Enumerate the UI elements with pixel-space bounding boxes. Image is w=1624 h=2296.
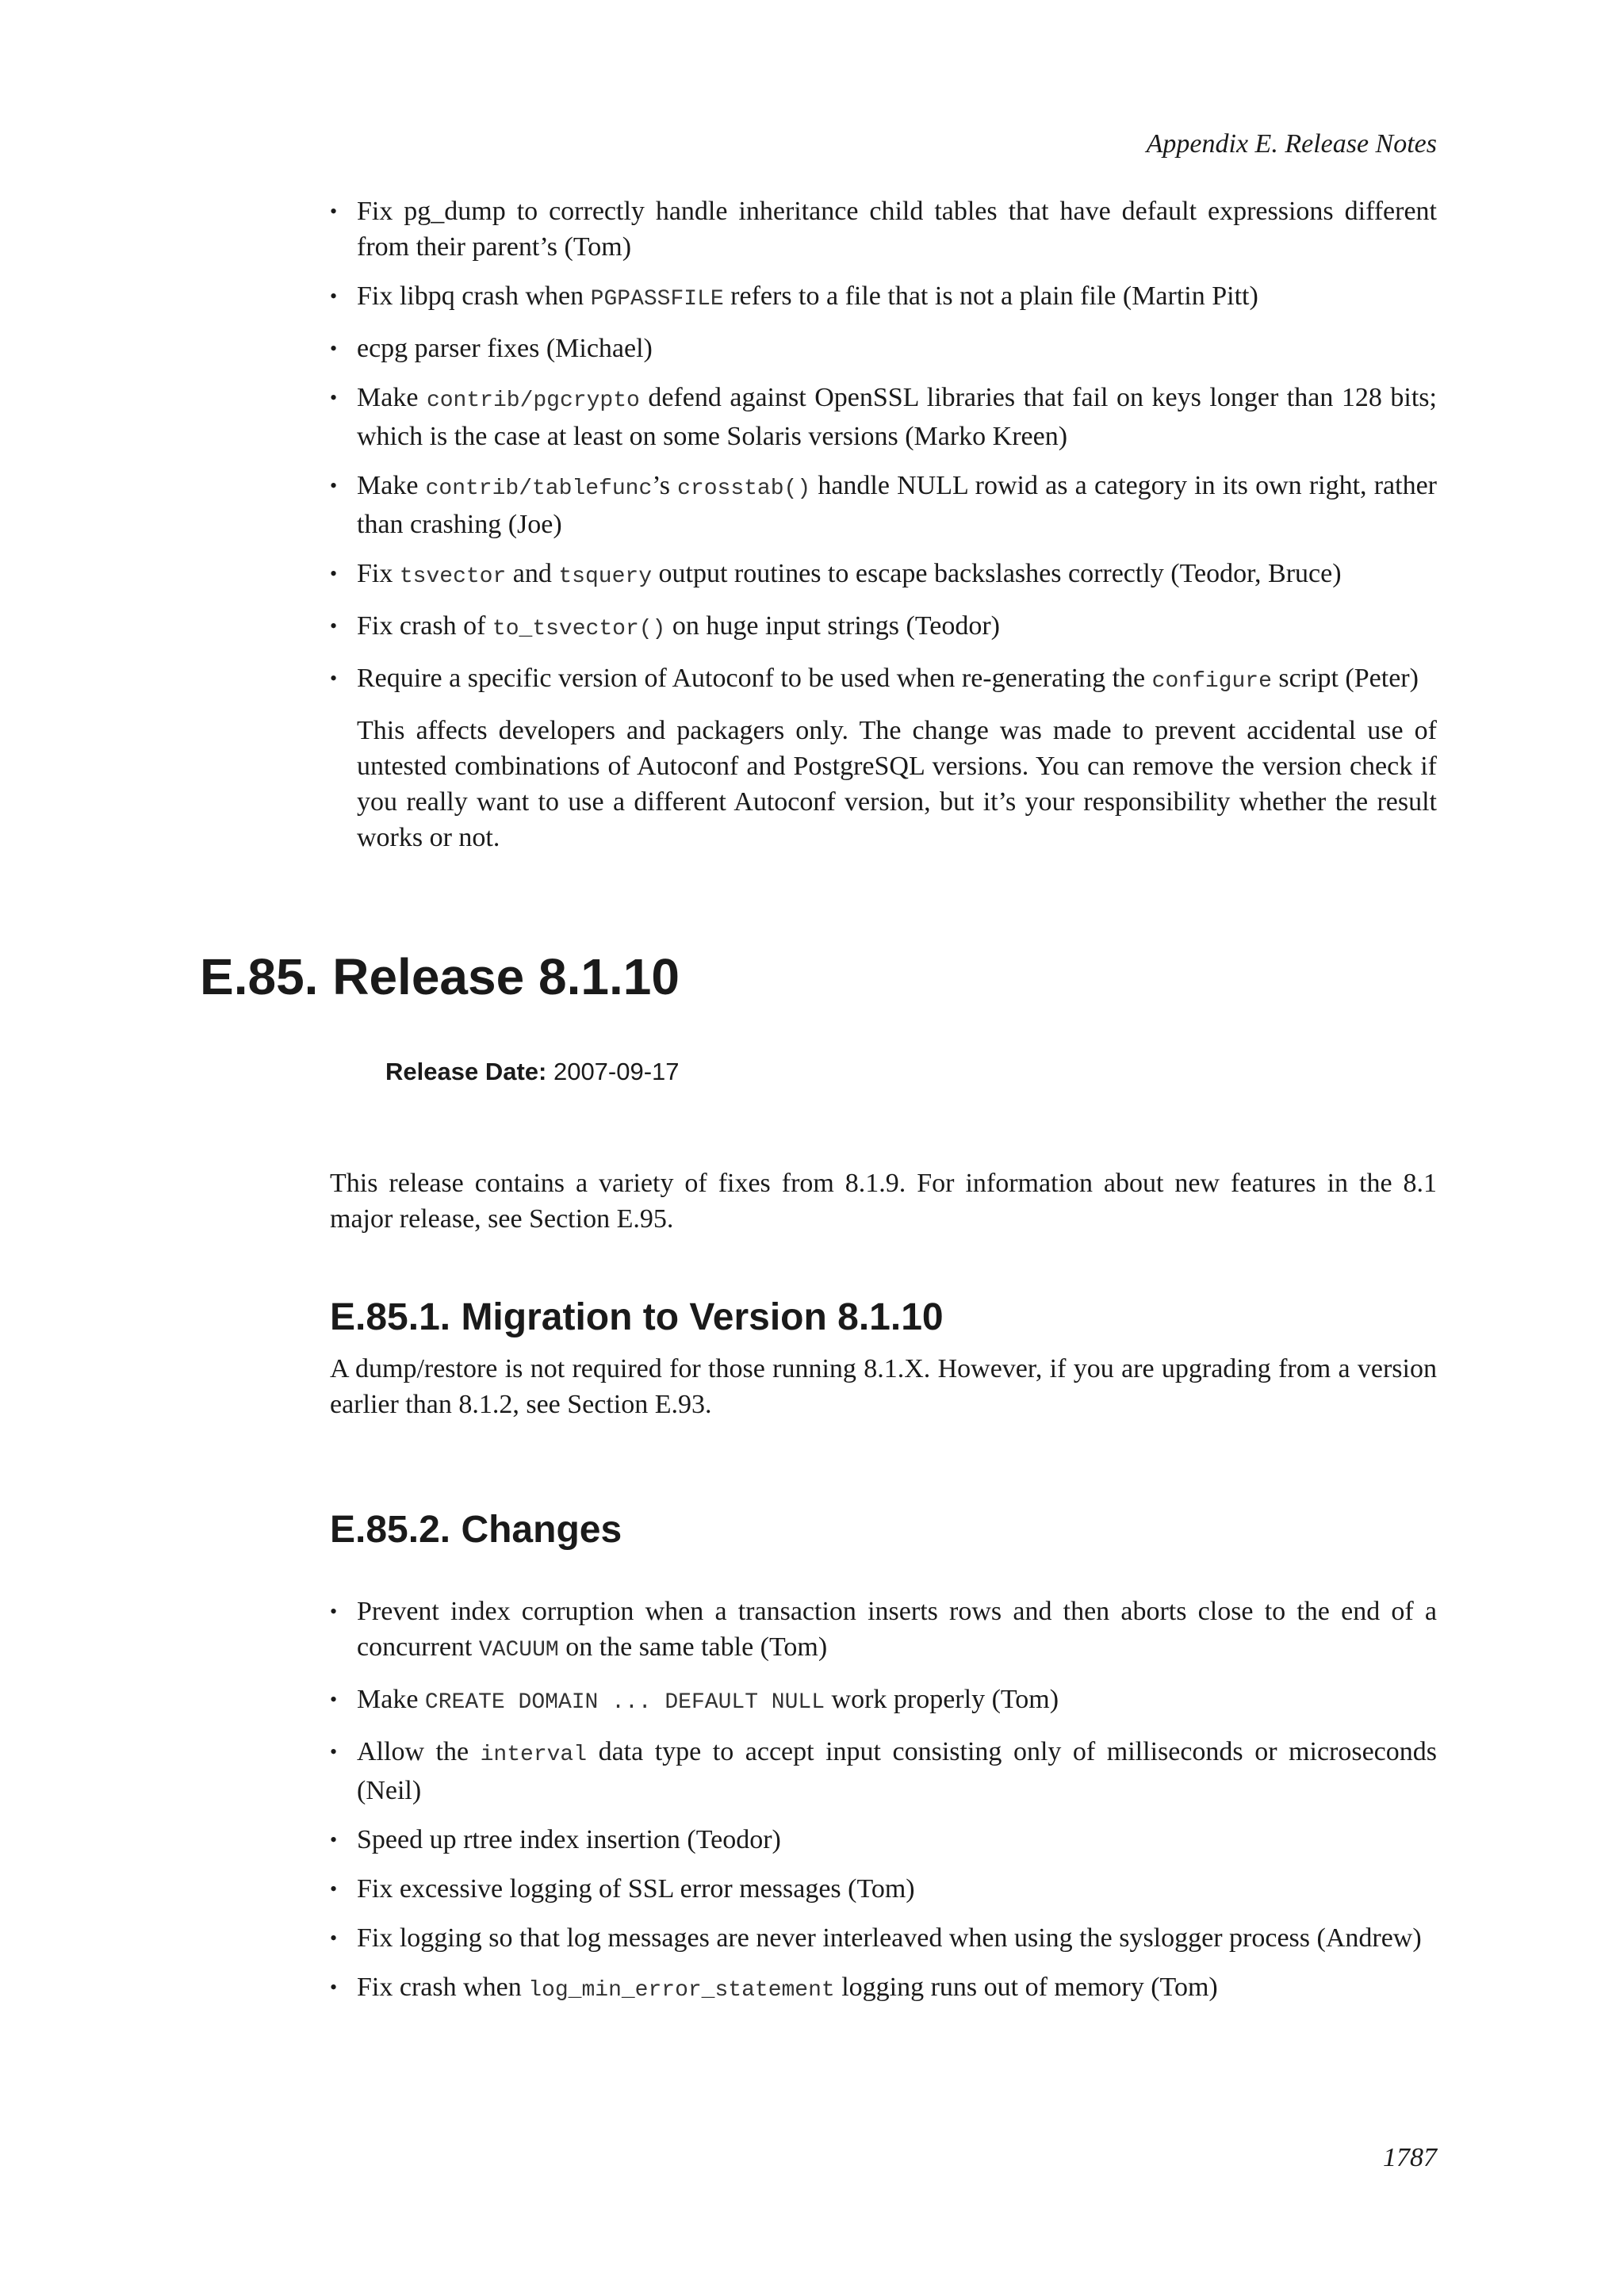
item-text: on huge input strings (Teodor) — [665, 611, 1000, 641]
list-item — [330, 468, 1437, 542]
list-item — [330, 1734, 1437, 1808]
item-text: script (Peter) — [1271, 664, 1419, 693]
item-text: Fix crash when — [357, 1973, 529, 2002]
list-item — [330, 193, 1437, 265]
list-item — [330, 1594, 1437, 1668]
list-item — [330, 1871, 1437, 1907]
running-header: Appendix E. Release Notes — [1146, 129, 1437, 159]
top-bullet-list — [330, 193, 1437, 699]
section-title: E.85. Release 8.1.10 — [200, 948, 680, 1005]
list-item — [330, 380, 1437, 454]
item-text: Prevent index corruption when a transaction inserts rows and then aborts close to the end of a concurrent — [357, 1597, 1437, 1662]
item-text: on the same table (Tom) — [558, 1632, 828, 1662]
item-text: work properly (Tom) — [825, 1685, 1059, 1714]
list-item — [330, 556, 1437, 595]
item-text: ecpg parser fixes (Michael) — [357, 334, 653, 363]
item-text: defend against OpenSSL libraries that fail on keys longer than 128 bits; which is the case at least on some Solaris versions (Marko Kreen) — [357, 383, 1437, 451]
item-text: Allow the — [357, 1737, 481, 1766]
code-literal: tsvector — [399, 564, 507, 589]
code-literal: VACUUM — [478, 1638, 559, 1663]
item-text: output routines to escape backslashes correctly (Teodor, Bruce) — [652, 559, 1342, 588]
changes-title: E.85.2. Changes — [330, 1509, 622, 1551]
item-text: Make — [357, 471, 426, 500]
item-text: handle NULL rowid as a category in its own right, rather than crashing (Joe) — [357, 471, 1437, 539]
item-text: ’s — [652, 471, 678, 500]
autoconf-note: This affects developers and packagers only. The change was made to prevent accidental use of untested combinations of Autoconf and PostgreSQL versions. You can remove the version check if you really want to use a different Autoconf version, but it’s your responsibility whether the result works or not. — [357, 716, 1437, 852]
code-literal: PGPASSFILE — [590, 287, 724, 312]
list-item — [330, 1822, 1437, 1858]
code-literal: to_tsvector() — [492, 617, 666, 641]
code-literal: CREATE DOMAIN ... DEFAULT NULL — [424, 1690, 825, 1715]
changes-bullet-list — [330, 1594, 1437, 2008]
migration-paragraph: A dump/restore is not required for those running 8.1.X. However, if you are upgrading from a version earlier than 8.1.2, see Section E.93. — [330, 1354, 1437, 1419]
list-item — [330, 1969, 1437, 2008]
page-number: 1787 — [1383, 2143, 1437, 2172]
item-text: Fix — [357, 559, 400, 588]
item-text: logging runs out of memory (Tom) — [834, 1973, 1218, 2002]
code-literal: contrib/tablefunc — [425, 476, 653, 501]
migration-title: E.85.1. Migration to Version 8.1.10 — [330, 1296, 944, 1338]
release-date-label: Release Date: — [385, 1058, 547, 1085]
item-text: Fix logging so that log messages are never interleaved when using the syslogger process (Andrew) — [357, 1923, 1422, 1953]
changes-section — [330, 1506, 1437, 2022]
item-text: Fix libpq crash when — [357, 281, 591, 311]
list-item — [330, 1920, 1437, 1956]
code-literal: contrib/pgcrypto — [426, 388, 640, 413]
item-text: Fix pg_dump to correctly handle inheritance child tables that have default expressions different from their parent’s (Tom) — [357, 197, 1437, 262]
item-text: and — [506, 559, 559, 588]
list-item — [330, 278, 1437, 317]
top-continued-content — [330, 193, 1437, 855]
code-literal: tsquery — [558, 564, 652, 589]
item-text: Make — [357, 1685, 425, 1714]
code-literal: log_min_error_statement — [528, 1978, 835, 2003]
intro-paragraph: This release contains a variety of fixes from 8.1.9. For information about new features in the 8.1 major release, see Section E.95. — [330, 1169, 1437, 1234]
list-item — [330, 1682, 1437, 1720]
item-text: Fix crash of — [357, 611, 492, 641]
list-item — [330, 608, 1437, 647]
release-date — [385, 1056, 680, 1088]
release-date-value: 2007-09-17 — [546, 1058, 680, 1085]
section-intro — [330, 1165, 1437, 1237]
item-text: refers to a file that is not a plain file (Martin Pitt) — [723, 281, 1258, 311]
code-literal: crosstab() — [677, 476, 811, 501]
migration-section — [330, 1294, 1437, 1422]
list-item — [330, 660, 1437, 699]
item-text: Fix excessive logging of SSL error messages (Tom) — [357, 1874, 915, 1904]
code-literal: interval — [480, 1743, 588, 1767]
item-text: Make — [357, 383, 427, 412]
item-text: Require a specific version of Autoconf to be used when re-generating the — [357, 664, 1152, 693]
code-literal: configure — [1151, 669, 1272, 694]
item-text: Speed up rtree index insertion (Teodor) — [357, 1825, 781, 1854]
list-item — [330, 331, 1437, 366]
item-text: data type to accept input consisting only of milliseconds or microseconds (Neil) — [357, 1737, 1437, 1805]
